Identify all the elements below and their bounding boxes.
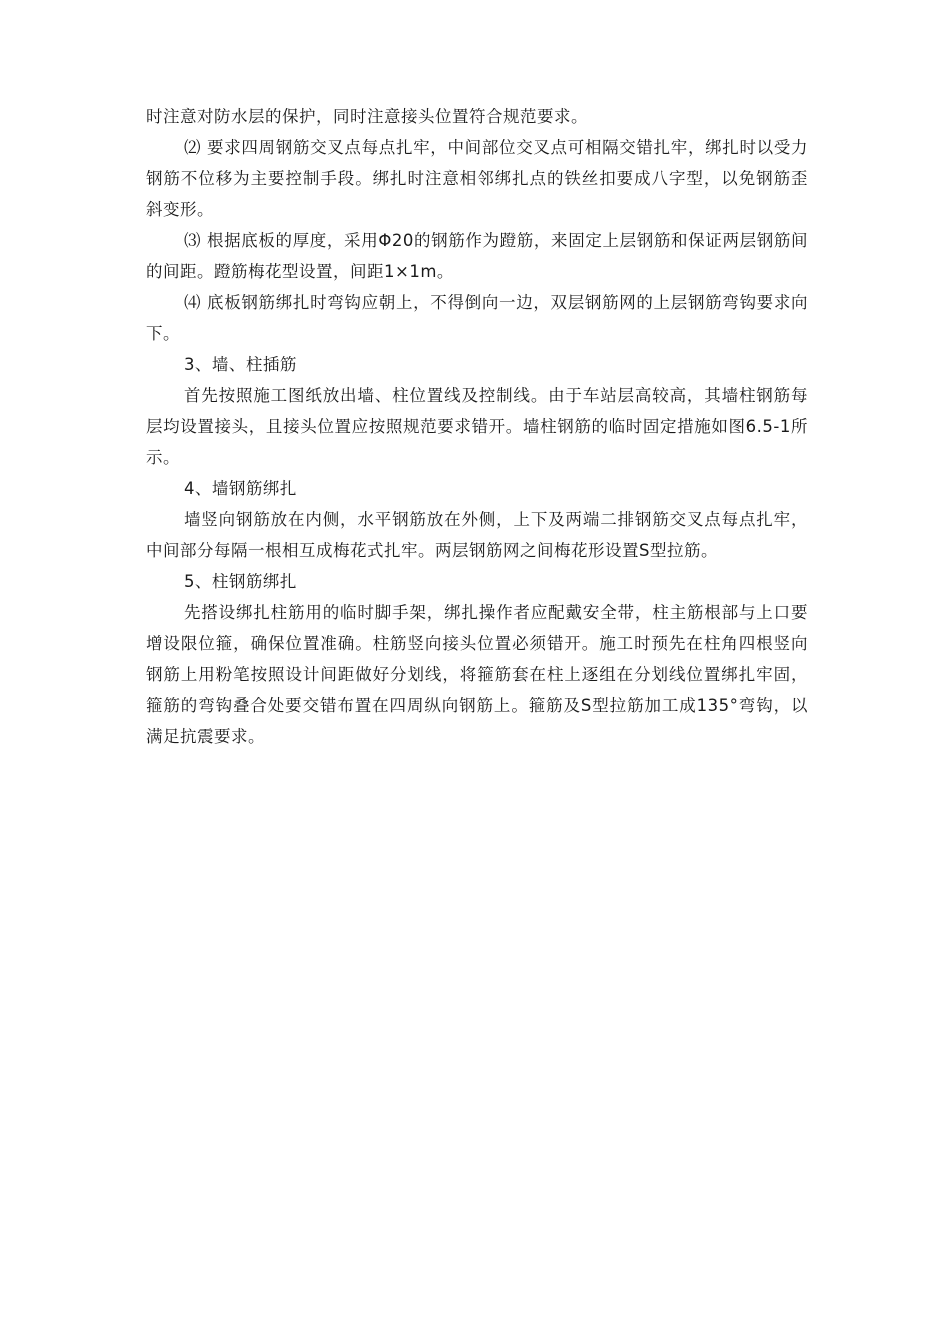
paragraph-section-3: 首先按照施工图纸放出墙、柱位置线及控制线。由于车站层高较高，其墙柱钢筋每层均设置接头，且接头位置应按照规范要求错开。墙柱钢筋的临时固定措施如图6.5-1所示。 — [146, 386, 808, 467]
paragraph-continuation: 时注意对防水层的保护，同时注意接头位置符合规范要求。 — [146, 107, 588, 126]
section-heading-3: 3、墙、柱插筋 — [183, 355, 297, 374]
paragraph-item-2: ⑵ 要求四周钢筋交叉点每点扎牢，中间部位交叉点可相隔交错扎牢，绑扎时以受力钢筋不位移为主要控制手段。绑扎时注意相邻绑扎点的铁丝扣要成八字型，以免钢筋歪斜变形。 — [146, 138, 808, 219]
paragraph-section-5: 先搭设绑扎柱筋用的临时脚手架，绑扎操作者应配戴安全带，柱主筋根部与上口要增设限位箍，确保位置准确。柱筋竖向接头位置必须错开。施工时预先在柱角四根竖向钢筋上用粉笔按照设计间距做好分划线，将箍筋套在柱上逐组在分划线位置绑扎牢固，箍筋的弯钩叠合处要交错布置在四周纵向钢筋上。箍筋及S型拉筋加工成135°弯钩，以满足抗震要求。 — [146, 603, 808, 746]
section-heading-5: 5、柱钢筋绑扎 — [183, 572, 297, 591]
section-heading-4: 4、墙钢筋绑扎 — [183, 479, 297, 498]
paragraph-item-3: ⑶ 根据底板的厚度，采用Φ20的钢筋作为蹬筋，来固定上层钢筋和保证两层钢筋间的间距。蹬筋梅花型设置，间距1×1m。 — [146, 231, 808, 281]
paragraph-item-4: ⑷ 底板钢筋绑扎时弯钩应朝上，不得倒向一边，双层钢筋网的上层钢筋弯钩要求向下。 — [146, 293, 808, 343]
paragraph-section-4: 墙竖向钢筋放在内侧，水平钢筋放在外侧，上下及两端二排钢筋交叉点每点扎牢，中间部分每隔一根相互成梅花式扎牢。两层钢筋网之间梅花形设置S型拉筋。 — [146, 510, 808, 560]
document-body — [146, 101, 808, 752]
